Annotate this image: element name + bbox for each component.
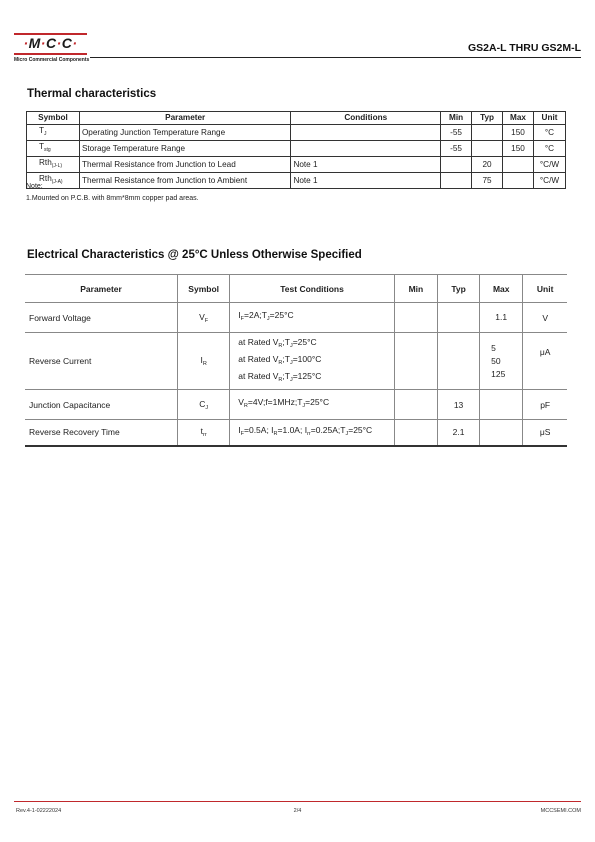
thermal-max xyxy=(503,157,534,173)
condition-text: =100°C xyxy=(292,353,322,364)
thermal-min: -55 xyxy=(441,125,472,141)
symbol-main: Rth xyxy=(39,174,52,183)
thermal-parameter: Thermal Resistance from Junction to Lead xyxy=(79,157,291,173)
electrical-max xyxy=(480,333,523,390)
thermal-col-header: Typ xyxy=(472,112,503,125)
condition-text: =25°C xyxy=(305,397,330,407)
symbol-subscript: J xyxy=(205,404,209,411)
condition-text: ;T xyxy=(282,336,290,347)
electrical-symbol xyxy=(178,420,230,446)
condition-text: V xyxy=(238,397,244,407)
condition-text: =0.5A; I xyxy=(244,424,274,435)
electrical-parameter: Junction Capacitance xyxy=(25,390,178,420)
electrical-max xyxy=(480,420,523,446)
electrical-typ: 13 xyxy=(438,390,480,420)
thermal-row xyxy=(27,125,566,141)
footer-revision: Rev.4-1-02222024 xyxy=(16,808,62,814)
footer-rule xyxy=(14,801,581,802)
electrical-col-header: Test Conditions xyxy=(230,275,395,303)
condition-text: =25°C xyxy=(292,336,317,347)
electrical-col-header: Min xyxy=(394,275,437,303)
thermal-typ: 20 xyxy=(472,157,503,173)
condition-text: =1.0A; I xyxy=(277,424,308,435)
electrical-col-header: Parameter xyxy=(25,275,178,303)
footer-page-number: 2/4 xyxy=(293,808,302,814)
symbol-main: t xyxy=(200,426,203,437)
electrical-typ xyxy=(438,303,480,333)
thermal-row xyxy=(27,173,566,189)
symbol-subscript: (J-A) xyxy=(51,179,63,185)
condition-text: at Rated V xyxy=(238,353,279,364)
note-label: Note: xyxy=(26,183,43,190)
thermal-section-title: Thermal characteristics xyxy=(27,88,157,100)
electrical-symbol xyxy=(178,333,230,390)
company-logo: ·M·C·C· xyxy=(23,35,78,51)
condition-text: =4V;f=1MHz;T xyxy=(247,397,303,407)
condition-text: I xyxy=(238,424,241,435)
electrical-col-header: Unit xyxy=(523,275,567,303)
condition-text: =0.25A;T xyxy=(310,424,346,435)
electrical-col-header: Symbol xyxy=(178,275,230,303)
electrical-parameter: Forward Voltage xyxy=(25,303,178,333)
electrical-row xyxy=(25,333,567,390)
thermal-col-header: Unit xyxy=(533,112,565,125)
condition-line xyxy=(238,309,393,326)
footer-website: MCCSEMI.COM xyxy=(540,808,581,814)
thermal-col-header: Min xyxy=(441,112,472,125)
electrical-conditions xyxy=(230,420,395,446)
condition-subscript: J xyxy=(289,376,293,383)
thermal-symbol xyxy=(27,125,80,141)
thermal-min xyxy=(441,157,472,173)
document-title: GS2A-L THRU GS2M-L xyxy=(468,42,581,54)
condition-subscript: F xyxy=(240,430,244,437)
condition-text: =25°C xyxy=(269,310,294,320)
condition-subscript: R xyxy=(278,342,283,349)
thermal-col-header: Symbol xyxy=(27,112,80,125)
symbol-main: Rth xyxy=(39,158,52,167)
thermal-row xyxy=(27,157,566,173)
electrical-row xyxy=(25,303,567,333)
electrical-col-header: Max xyxy=(480,275,523,303)
thermal-conditions: Note 1 xyxy=(291,173,441,189)
symbol-subscript: R xyxy=(202,361,207,367)
note-1: 1.Mounted on P.C.B. with 8mm*8mm copper pad areas. xyxy=(26,195,199,202)
electrical-min xyxy=(394,303,437,333)
condition-subscript: J xyxy=(289,359,293,366)
condition-subscript: R xyxy=(278,376,283,383)
thermal-symbol xyxy=(27,157,80,173)
header-rule xyxy=(90,57,581,58)
condition-subscript: F xyxy=(240,316,244,322)
electrical-symbol xyxy=(178,303,230,333)
condition-subscript: J xyxy=(266,316,270,322)
electrical-section-title: Electrical Characteristics @ 25°C Unless Otherwise Specified xyxy=(27,249,362,261)
condition-subscript: R xyxy=(278,359,283,366)
condition-text: I xyxy=(238,310,241,320)
max-value: 50 xyxy=(491,355,501,366)
thermal-parameter: Storage Temperature Range xyxy=(79,141,291,157)
electrical-symbol xyxy=(178,390,230,420)
thermal-conditions xyxy=(291,125,441,141)
condition-subscript: J xyxy=(345,430,349,437)
condition-line xyxy=(238,370,393,387)
condition-line xyxy=(238,336,393,353)
symbol-subscript: J xyxy=(44,131,47,137)
thermal-conditions: Note 1 xyxy=(291,157,441,173)
symbol-subscript: rr xyxy=(203,432,207,439)
condition-text: =25°C xyxy=(348,424,373,435)
condition-line xyxy=(238,396,393,413)
electrical-min xyxy=(394,333,437,390)
condition-text: ;T xyxy=(282,370,290,381)
condition-text: at Rated V xyxy=(238,336,279,347)
condition-subscript: J xyxy=(302,403,306,409)
electrical-conditions xyxy=(230,390,395,420)
thermal-parameter: Operating Junction Temperature Range xyxy=(79,125,291,141)
electrical-min xyxy=(394,420,437,446)
thermal-unit: °C xyxy=(533,141,565,157)
thermal-min: -55 xyxy=(441,141,472,157)
thermal-typ xyxy=(472,141,503,157)
condition-subscript: R xyxy=(273,430,278,437)
electrical-conditions xyxy=(230,333,395,390)
symbol-main: V xyxy=(199,311,205,322)
thermal-max: 150 xyxy=(503,141,534,157)
electrical-unit: μA xyxy=(523,333,567,390)
thermal-min xyxy=(441,173,472,189)
symbol-main: T xyxy=(39,126,45,135)
symbol-subscript: (J-L) xyxy=(51,163,63,169)
condition-subscript: rr xyxy=(307,430,311,437)
electrical-parameter: Reverse Recovery Time xyxy=(25,420,178,446)
electrical-typ: 2.1 xyxy=(438,420,480,446)
logo-bottom-rule xyxy=(14,53,87,55)
electrical-row xyxy=(25,390,567,420)
condition-line xyxy=(238,353,393,370)
symbol-subscript: stg xyxy=(44,147,51,153)
electrical-row xyxy=(25,420,567,446)
electrical-col-header: Typ xyxy=(438,275,480,303)
thermal-symbol xyxy=(27,141,80,157)
thermal-unit: °C/W xyxy=(533,173,565,189)
symbol-main: I xyxy=(200,355,203,365)
condition-subscript: R xyxy=(243,403,248,409)
thermal-typ: 75 xyxy=(472,173,503,189)
condition-text: ;T xyxy=(282,353,290,364)
thermal-typ xyxy=(472,125,503,141)
thermal-unit: °C xyxy=(533,125,565,141)
max-value: 125 xyxy=(491,368,506,379)
condition-text: =125°C xyxy=(292,370,322,381)
condition-text: =2A;T xyxy=(244,310,267,320)
thermal-max xyxy=(503,173,534,189)
thermal-col-header: Max xyxy=(503,112,534,125)
thermal-col-header: Conditions xyxy=(291,112,441,125)
max-value: 5 xyxy=(491,342,496,353)
thermal-conditions xyxy=(291,141,441,157)
logo-subtitle: Micro Commercial Components xyxy=(14,57,90,63)
electrical-table xyxy=(25,274,567,447)
electrical-min xyxy=(394,390,437,420)
electrical-max xyxy=(480,390,523,420)
electrical-unit: pF xyxy=(523,390,567,420)
thermal-row xyxy=(27,141,566,157)
symbol-main: C xyxy=(199,398,206,409)
condition-text: at Rated V xyxy=(238,370,279,381)
condition-subscript: J xyxy=(289,342,293,349)
electrical-unit: μS xyxy=(523,420,567,446)
electrical-unit: V xyxy=(523,303,567,333)
symbol-main: T xyxy=(39,142,45,151)
thermal-table xyxy=(26,111,566,189)
thermal-parameter: Thermal Resistance from Junction to Ambient xyxy=(79,173,291,189)
electrical-typ xyxy=(438,333,480,390)
thermal-col-header: Parameter xyxy=(79,112,291,125)
electrical-conditions xyxy=(230,303,395,333)
max-value: 1.1 xyxy=(495,312,508,322)
electrical-max xyxy=(480,303,523,333)
symbol-subscript: F xyxy=(204,317,209,324)
thermal-unit: °C/W xyxy=(533,157,565,173)
electrical-parameter: Reverse Current xyxy=(25,333,178,390)
thermal-max: 150 xyxy=(503,125,534,141)
condition-line xyxy=(238,424,393,441)
